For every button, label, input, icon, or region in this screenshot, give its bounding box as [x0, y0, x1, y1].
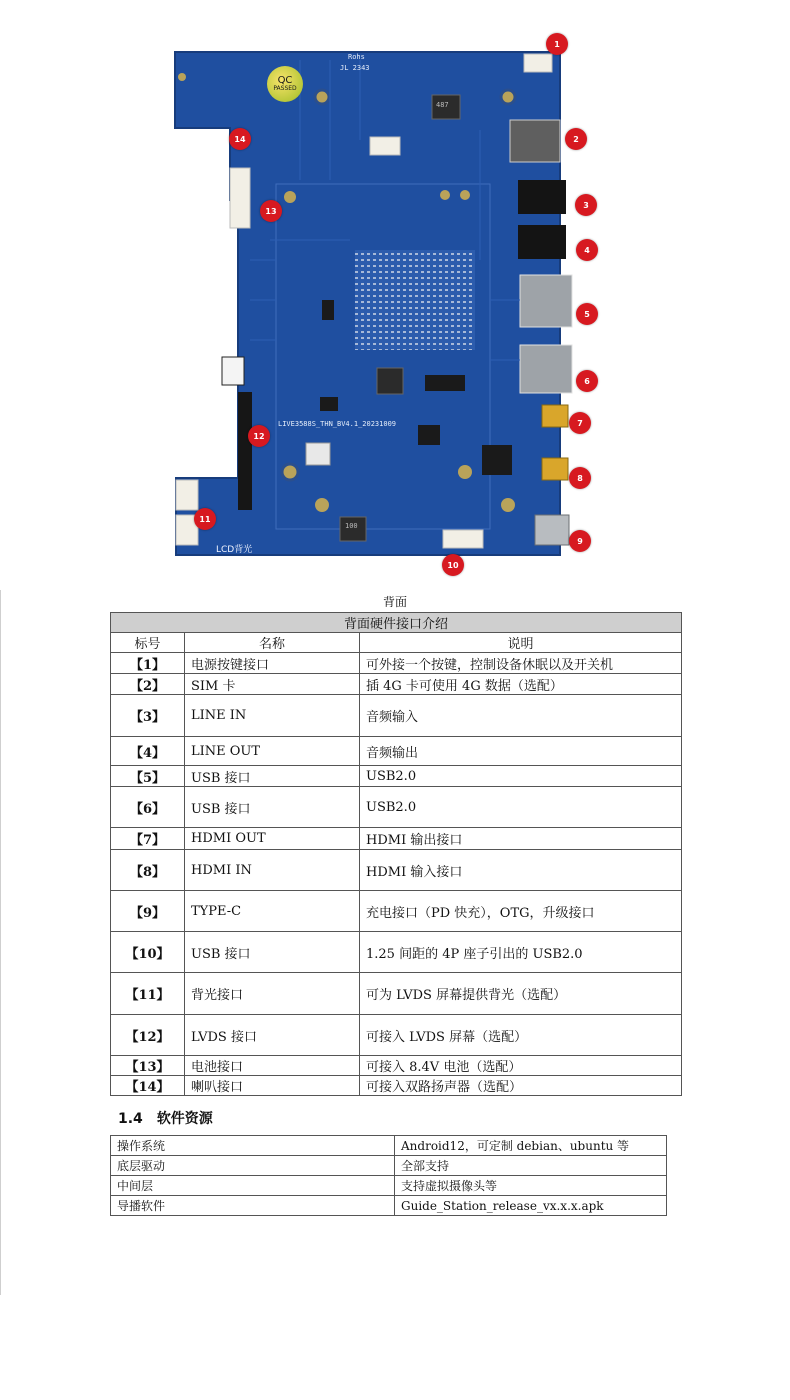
- row-description: 可外接一个按键，控制设备休眠以及开关机: [360, 653, 682, 674]
- hardware-interface-table: [110, 612, 682, 1096]
- column-header-description: 说明: [360, 633, 682, 653]
- row-description: HDMI 输入接口: [360, 850, 682, 891]
- marker-4: 4: [576, 239, 598, 261]
- row-name: LINE OUT: [185, 737, 360, 766]
- qc-passed-sticker: QC PASSED: [267, 66, 303, 102]
- marker-10: 10: [442, 554, 464, 576]
- marker-3: 3: [575, 194, 597, 216]
- row-label: 操作系统: [111, 1136, 395, 1156]
- table-row: [111, 1136, 667, 1156]
- marker-11: 11: [194, 508, 216, 530]
- marker-13: 13: [260, 200, 282, 222]
- silk-rohs: Rohs: [348, 53, 365, 61]
- row-label: 底层驱动: [111, 1156, 395, 1176]
- section-number: 1.4: [118, 1111, 143, 1127]
- row-description: HDMI 输出接口: [360, 828, 682, 850]
- row-name: HDMI IN: [185, 850, 360, 891]
- row-name: USB 接口: [185, 787, 360, 828]
- row-label: 导播软件: [111, 1196, 395, 1216]
- software-resource-table: [110, 1135, 667, 1216]
- row-description: 可为 LVDS 屏幕提供背光（选配）: [360, 973, 682, 1015]
- row-value: 全部支持: [395, 1156, 667, 1176]
- row-label: 中间层: [111, 1176, 395, 1196]
- table-row: [111, 891, 682, 932]
- table-row: [111, 850, 682, 891]
- pcb-board-drawing: [0, 0, 790, 585]
- row-number: 【1】: [111, 653, 185, 674]
- row-name: USB 接口: [185, 766, 360, 787]
- row-description: 可接入 LVDS 屏幕（选配）: [360, 1015, 682, 1056]
- table-row: [111, 1076, 682, 1096]
- row-number: 【12】: [111, 1015, 185, 1056]
- row-description: USB2.0: [360, 766, 682, 787]
- silk-lcd-backlight: LCD背光: [216, 545, 253, 555]
- row-value: Guide_Station_release_vx.x.x.apk: [395, 1196, 667, 1216]
- row-number: 【6】: [111, 787, 185, 828]
- marker-12: 12: [248, 425, 270, 447]
- row-description: 可接入 8.4V 电池（选配）: [360, 1056, 682, 1076]
- row-name: SIM 卡: [185, 674, 360, 695]
- row-description: 可接入双路扬声器（选配）: [360, 1076, 682, 1096]
- row-number: 【8】: [111, 850, 185, 891]
- marker-7: 7: [569, 412, 591, 434]
- row-number: 【5】: [111, 766, 185, 787]
- column-header-name: 名称: [185, 633, 360, 653]
- table-row: [111, 1056, 682, 1076]
- table-row: [111, 1196, 667, 1216]
- row-number: 【7】: [111, 828, 185, 850]
- table-row: [111, 653, 682, 674]
- silk-board-id: LIVE3588S_THN_BV4.1_20231009: [278, 420, 397, 428]
- table-row: [111, 1015, 682, 1056]
- row-name: LINE IN: [185, 695, 360, 737]
- row-name: HDMI OUT: [185, 828, 360, 850]
- table-row: [111, 973, 682, 1015]
- table-row: [111, 737, 682, 766]
- table-row: [111, 1156, 667, 1176]
- silk-inductor-100: 100: [345, 522, 358, 530]
- table-row: [111, 932, 682, 973]
- table-header-row: [111, 633, 682, 653]
- page-edge-line: [0, 590, 1, 1295]
- row-value: Android12，可定制 debian、ubuntu 等: [395, 1136, 667, 1156]
- row-number: 【10】: [111, 932, 185, 973]
- pcb-photo: [0, 0, 790, 585]
- row-number: 【2】: [111, 674, 185, 695]
- row-number: 【14】: [111, 1076, 185, 1096]
- row-name: USB 接口: [185, 932, 360, 973]
- row-description: 音频输出: [360, 737, 682, 766]
- row-number: 【9】: [111, 891, 185, 932]
- row-name: 背光接口: [185, 973, 360, 1015]
- marker-1: 1: [546, 33, 568, 55]
- row-number: 【3】: [111, 695, 185, 737]
- row-description: USB2.0: [360, 787, 682, 828]
- marker-6: 6: [576, 370, 598, 392]
- row-name: TYPE-C: [185, 891, 360, 932]
- silk-inductor-487: 487: [436, 101, 449, 109]
- column-header-number: 标号: [111, 633, 185, 653]
- marker-2: 2: [565, 128, 587, 150]
- table-row: [111, 1176, 667, 1196]
- section-heading: [118, 1108, 213, 1128]
- section-title: 软件资源: [156, 1111, 213, 1127]
- row-number: 【13】: [111, 1056, 185, 1076]
- figure-caption: 背面: [382, 595, 407, 609]
- row-name: LVDS 接口: [185, 1015, 360, 1056]
- row-name: 电池接口: [185, 1056, 360, 1076]
- row-description: 1.25 间距的 4P 座子引出的 USB2.0: [360, 932, 682, 973]
- marker-9: 9: [569, 530, 591, 552]
- row-value: 支持虚拟摄像头等: [395, 1176, 667, 1196]
- table-row: [111, 828, 682, 850]
- table-title: 背面硬件接口介绍: [111, 613, 682, 633]
- row-description: 充电接口（PD 快充），OTG，升级接口: [360, 891, 682, 932]
- row-name: 电源按键接口: [185, 653, 360, 674]
- table-row: [111, 766, 682, 787]
- row-description: 插 4G 卡可使用 4G 数据（选配）: [360, 674, 682, 695]
- row-description: 音频输入: [360, 695, 682, 737]
- row-number: 【11】: [111, 973, 185, 1015]
- marker-14: 14: [229, 128, 251, 150]
- marker-8: 8: [569, 467, 591, 489]
- row-number: 【4】: [111, 737, 185, 766]
- row-name: 喇叭接口: [185, 1076, 360, 1096]
- table-row: [111, 695, 682, 737]
- table-row: [111, 787, 682, 828]
- marker-5: 5: [576, 303, 598, 325]
- table-row: [111, 674, 682, 695]
- silk-date-code: JL 2343: [340, 64, 370, 72]
